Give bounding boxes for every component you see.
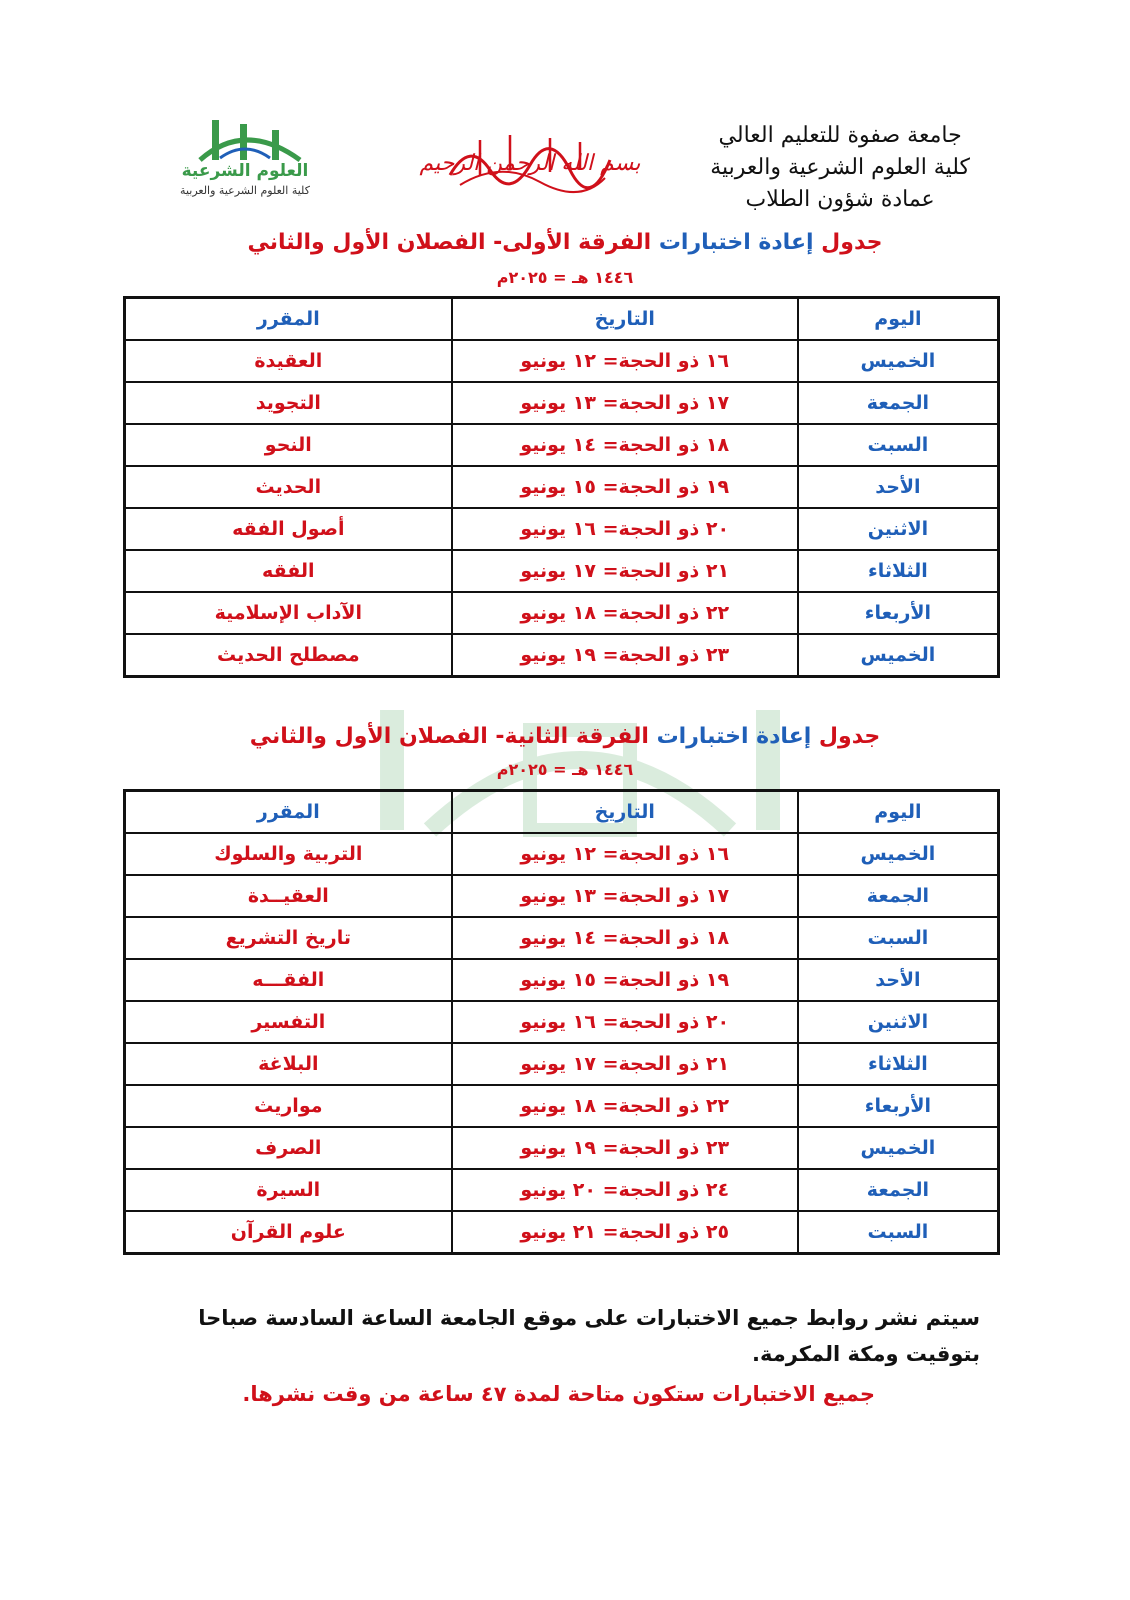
availability-note: جميع الاختبارات ستكون متاحة لمدة ٤٧ ساعة من وقت نشرها. xyxy=(242,1382,875,1406)
table-row xyxy=(125,959,999,1001)
date-cell: ١٧ ذو الحجة= ١٣ يونيو xyxy=(452,382,798,424)
table-header-row xyxy=(125,298,999,341)
course-cell: النحو xyxy=(125,424,452,466)
course-cell: أصول الفقه xyxy=(125,508,452,550)
table-row xyxy=(125,382,999,424)
header-date: التاريخ xyxy=(452,791,798,834)
course-cell: العقيــدة xyxy=(125,875,452,917)
section2-table xyxy=(123,789,1000,1255)
course-cell: تاريخ التشريع xyxy=(125,917,452,959)
date-cell: ١٩ ذو الحجة= ١٥ يونيو xyxy=(452,466,798,508)
day-cell: الاثنين xyxy=(798,1001,999,1043)
logo-title: العلوم الشرعية xyxy=(181,161,309,181)
date-cell: ١٦ ذو الحجة= ١٢ يونيو xyxy=(452,833,798,875)
header-course: المقرر xyxy=(125,791,452,834)
day-cell: الجمعة xyxy=(798,875,999,917)
course-cell: الآداب الإسلامية xyxy=(125,592,452,634)
course-cell: التربية والسلوك xyxy=(125,833,452,875)
day-cell: السبت xyxy=(798,917,999,959)
table-row xyxy=(125,424,999,466)
table-header-row xyxy=(125,791,999,834)
college-name: كلية العلوم الشرعية والعربية xyxy=(710,155,970,180)
date-cell: ٢١ ذو الحجة= ١٧ يونيو xyxy=(452,1043,798,1085)
date-cell: ٢٣ ذو الحجة= ١٩ يونيو xyxy=(452,634,798,677)
table-row xyxy=(125,917,999,959)
table-row xyxy=(125,508,999,550)
table-row xyxy=(125,466,999,508)
table-row xyxy=(125,634,999,677)
date-cell: ٢٣ ذو الحجة= ١٩ يونيو xyxy=(452,1127,798,1169)
day-cell: الاثنين xyxy=(798,508,999,550)
course-cell: مواريث xyxy=(125,1085,452,1127)
day-cell: الأحد xyxy=(798,466,999,508)
day-cell: الثلاثاء xyxy=(798,1043,999,1085)
logo-caption: كلية العلوم الشرعية والعربية xyxy=(180,184,310,197)
day-cell: الجمعة xyxy=(798,1169,999,1211)
date-cell: ٢٢ ذو الحجة= ١٨ يونيو xyxy=(452,1085,798,1127)
table-row xyxy=(125,833,999,875)
course-cell: البلاغة xyxy=(125,1043,452,1085)
day-cell: السبت xyxy=(798,1211,999,1254)
course-cell: التجويد xyxy=(125,382,452,424)
date-cell: ١٨ ذو الحجة= ١٤ يونيو xyxy=(452,424,798,466)
table-row xyxy=(125,1169,999,1211)
header-course: المقرر xyxy=(125,298,452,341)
institution-block xyxy=(710,120,970,216)
table-row xyxy=(125,875,999,917)
course-cell: العقيدة xyxy=(125,340,452,382)
section1-year: ١٤٤٦ هـ = ٢٠٢٥م xyxy=(496,268,634,287)
date-cell: ٢٥ ذو الحجة= ٢١ يونيو xyxy=(452,1211,798,1254)
basmala-text: بسم الله الرحمن الرحيم xyxy=(419,151,641,176)
date-cell: ٢١ ذو الحجة= ١٧ يونيو xyxy=(452,550,798,592)
day-cell: الأربعاء xyxy=(798,592,999,634)
section2-year: ١٤٤٦ هـ = ٢٠٢٥م xyxy=(496,760,634,779)
course-cell: الصرف xyxy=(125,1127,452,1169)
course-cell: الفقـــه xyxy=(125,959,452,1001)
course-cell: مصطلح الحديث xyxy=(125,634,452,677)
date-cell: ٢٤ ذو الحجة= ٢٠ يونيو xyxy=(452,1169,798,1211)
header-date: التاريخ xyxy=(452,298,798,341)
university-name: جامعة صفوة للتعليم العالي xyxy=(718,123,962,148)
header-day: اليوم xyxy=(798,791,999,834)
header-day: اليوم xyxy=(798,298,999,341)
table-row xyxy=(125,1043,999,1085)
day-cell: الأربعاء xyxy=(798,1085,999,1127)
date-cell: ١٦ ذو الحجة= ١٢ يونيو xyxy=(452,340,798,382)
basmala-calligraphy-icon xyxy=(419,120,641,200)
course-cell: الحديث xyxy=(125,466,452,508)
day-cell: الجمعة xyxy=(798,382,999,424)
deanship-name: عمادة شؤون الطلاب xyxy=(745,187,935,212)
day-cell: الخميس xyxy=(798,1127,999,1169)
course-cell: علوم القرآن xyxy=(125,1211,452,1254)
table-row xyxy=(125,1127,999,1169)
day-cell: الخميس xyxy=(798,833,999,875)
college-logo-icon xyxy=(160,110,330,210)
date-cell: ٢٢ ذو الحجة= ١٨ يونيو xyxy=(452,592,798,634)
section1-table xyxy=(123,296,1000,678)
day-cell: السبت xyxy=(798,424,999,466)
date-cell: ١٨ ذو الحجة= ١٤ يونيو xyxy=(452,917,798,959)
date-cell: ١٧ ذو الحجة= ١٣ يونيو xyxy=(452,875,798,917)
day-cell: الخميس xyxy=(798,340,999,382)
course-cell: التفسير xyxy=(125,1001,452,1043)
course-cell: السيرة xyxy=(125,1169,452,1211)
course-cell: الفقه xyxy=(125,550,452,592)
day-cell: الأحد xyxy=(798,959,999,1001)
section1-title: جدول إعادة اختبارات الفرقة الأولى- الفصلان الأول والثاني xyxy=(247,230,883,255)
table-row xyxy=(125,1001,999,1043)
table-row xyxy=(125,592,999,634)
table-row xyxy=(125,1211,999,1254)
day-cell: الخميس xyxy=(798,634,999,677)
date-cell: ١٩ ذو الحجة= ١٥ يونيو xyxy=(452,959,798,1001)
section2-title: جدول إعادة اختبارات الفرقة الثانية- الفصلان الأول والثاني xyxy=(249,724,881,749)
date-cell: ٢٠ ذو الحجة= ١٦ يونيو xyxy=(452,1001,798,1043)
table-row xyxy=(125,1085,999,1127)
publishing-note: سيتم نشر روابط جميع الاختبارات على موقع الجامعة الساعة السادسة صباحا بتوقيت ومكة المكرمة. xyxy=(198,1306,980,1366)
table-row xyxy=(125,340,999,382)
day-cell: الثلاثاء xyxy=(798,550,999,592)
date-cell: ٢٠ ذو الحجة= ١٦ يونيو xyxy=(452,508,798,550)
table-row xyxy=(125,550,999,592)
